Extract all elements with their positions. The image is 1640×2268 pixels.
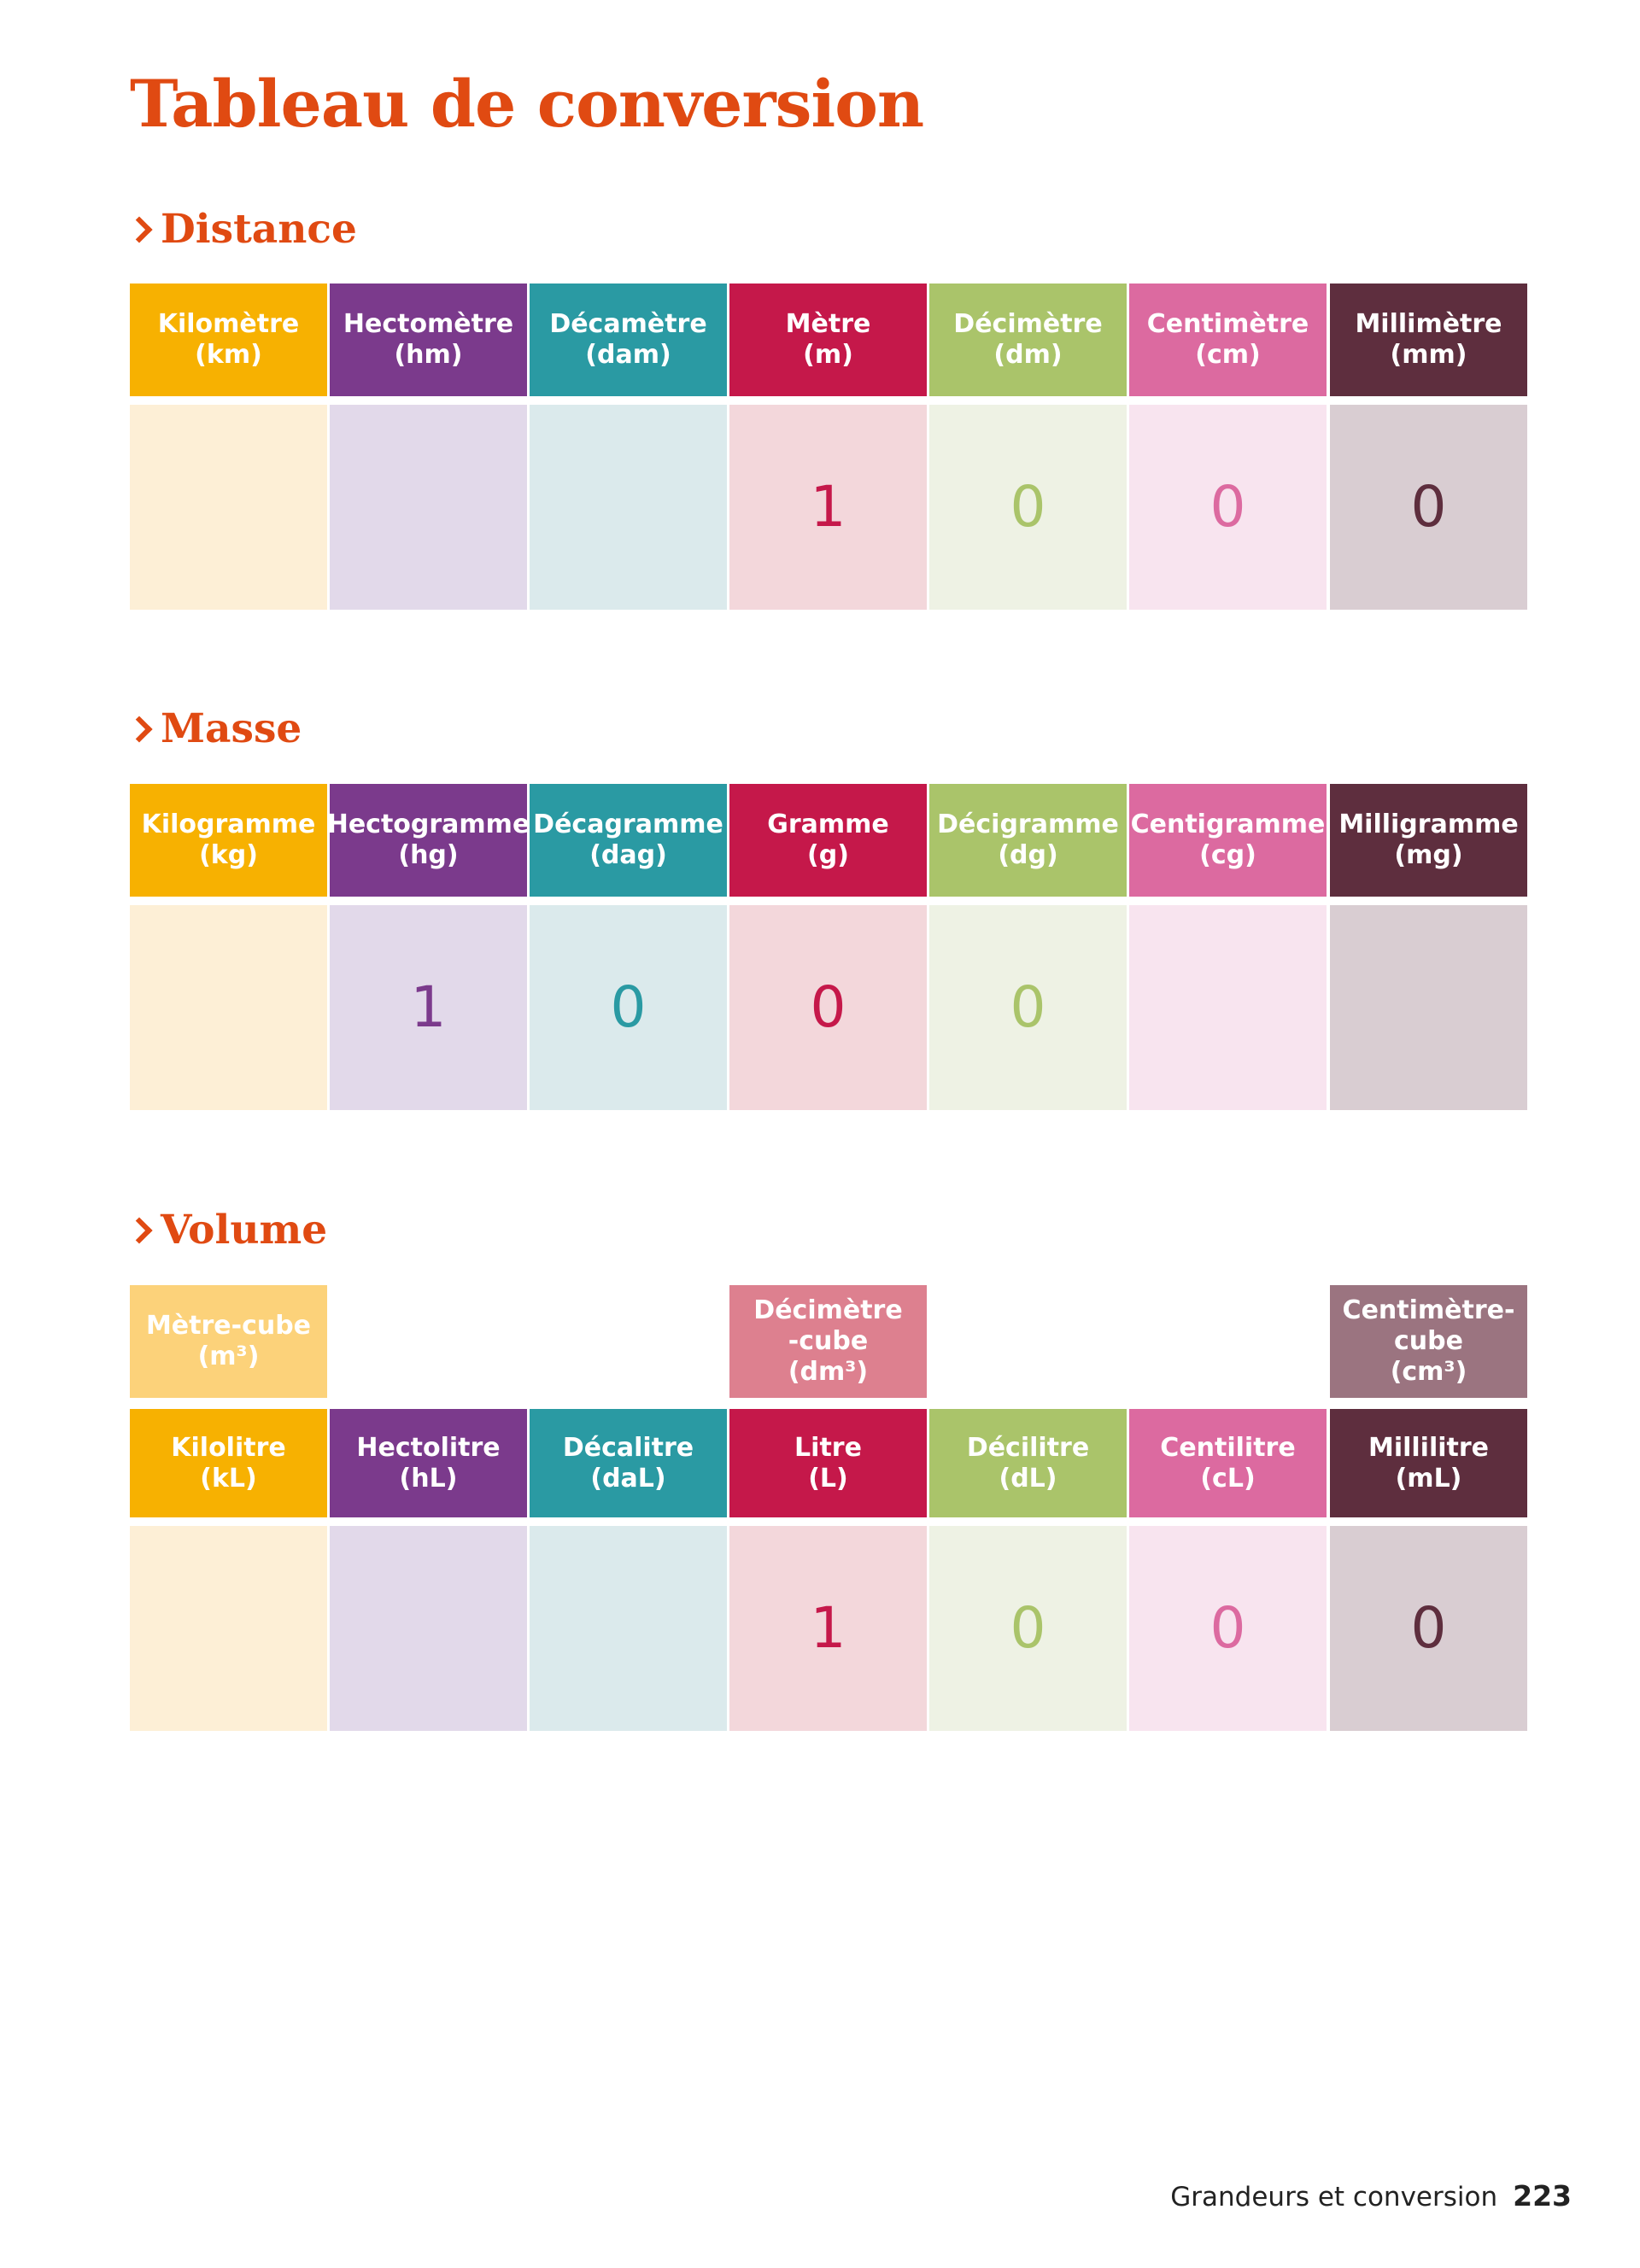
unit-header: Kilogramme (kg): [130, 784, 327, 897]
value-cell: [130, 1526, 327, 1731]
value-cell: [330, 1526, 527, 1731]
unit-header: Hectomètre (hm): [330, 284, 527, 396]
unit-header: Milligramme (mg): [1330, 784, 1527, 897]
value-cell: 1: [330, 905, 527, 1110]
distance-table: [130, 284, 1531, 540]
value-row: [130, 1526, 1531, 1731]
unit-header: Millilitre (mL): [1330, 1409, 1527, 1517]
unit-header: Mètre (m): [729, 284, 927, 396]
unit-header: Centigramme (cg): [1129, 784, 1327, 897]
unit-header: Kilolitre (kL): [130, 1409, 327, 1517]
value-cell: 0: [1330, 1526, 1527, 1731]
unit-header: Décigramme (dg): [929, 784, 1127, 897]
page-number: 223: [1513, 2179, 1572, 2212]
value-row: [130, 405, 1531, 610]
value-cell: 0: [929, 1526, 1127, 1731]
unit-header: Centilitre (cL): [1129, 1409, 1327, 1517]
section-heading-label: Volume: [161, 1207, 328, 1254]
cubic-header-row: [130, 1285, 1531, 1398]
value-cell: [530, 1526, 727, 1731]
masse-table: [130, 784, 1531, 1040]
value-cell: [1330, 905, 1527, 1110]
section-heading-label: Masse: [161, 705, 302, 752]
value-cell: 0: [1129, 1526, 1327, 1731]
footer-section-label: Grandeurs et conversion: [1170, 2182, 1498, 2212]
cubic-unit-header: Centimètre- cube (cm³): [1330, 1285, 1527, 1398]
volume-table: [130, 1285, 1531, 1661]
unit-header: Millimètre (mm): [1330, 284, 1527, 396]
unit-header: Litre (L): [729, 1409, 927, 1517]
chevron-right-icon: [126, 1217, 152, 1243]
unit-header: Gramme (g): [729, 784, 927, 897]
value-cell: [330, 405, 527, 610]
unit-header: Centimètre (cm): [1129, 284, 1327, 396]
value-cell: [530, 405, 727, 610]
chevron-right-icon: [126, 716, 152, 742]
value-cell: 0: [729, 905, 927, 1110]
value-cell: 0: [530, 905, 727, 1110]
value-cell: 1: [729, 405, 927, 610]
chevron-right-icon: [126, 216, 152, 243]
unit-header: Décimètre (dm): [929, 284, 1127, 396]
value-cell: 0: [1129, 405, 1327, 610]
unit-header: Hectogramme (hg): [330, 784, 527, 897]
unit-header: Kilomètre (km): [130, 284, 327, 396]
section-heading-masse: [130, 705, 302, 752]
page-footer: [1170, 2179, 1572, 2212]
unit-header: Décagramme (dag): [530, 784, 727, 897]
value-cell: 0: [929, 405, 1127, 610]
value-cell: 0: [1330, 405, 1527, 610]
section-heading-volume: [130, 1207, 328, 1254]
section-heading-distance: [130, 206, 357, 253]
header-row: [130, 1409, 1531, 1517]
value-cell: 1: [729, 1526, 927, 1731]
value-cell: [130, 905, 327, 1110]
value-cell: 0: [929, 905, 1127, 1110]
cubic-unit-header: Décimètre -cube (dm³): [729, 1285, 927, 1398]
page-title: Tableau de conversion: [130, 66, 924, 142]
unit-header: Décalitre (daL): [530, 1409, 727, 1517]
unit-header: Décamètre (dam): [530, 284, 727, 396]
header-row: [130, 784, 1531, 897]
unit-header: Décilitre (dL): [929, 1409, 1127, 1517]
value-row: [130, 905, 1531, 1110]
value-cell: [1129, 905, 1327, 1110]
unit-header: Hectolitre (hL): [330, 1409, 527, 1517]
cubic-unit-header: Mètre-cube (m³): [130, 1285, 327, 1398]
header-row: [130, 284, 1531, 396]
section-heading-label: Distance: [161, 206, 357, 253]
value-cell: [130, 405, 327, 610]
